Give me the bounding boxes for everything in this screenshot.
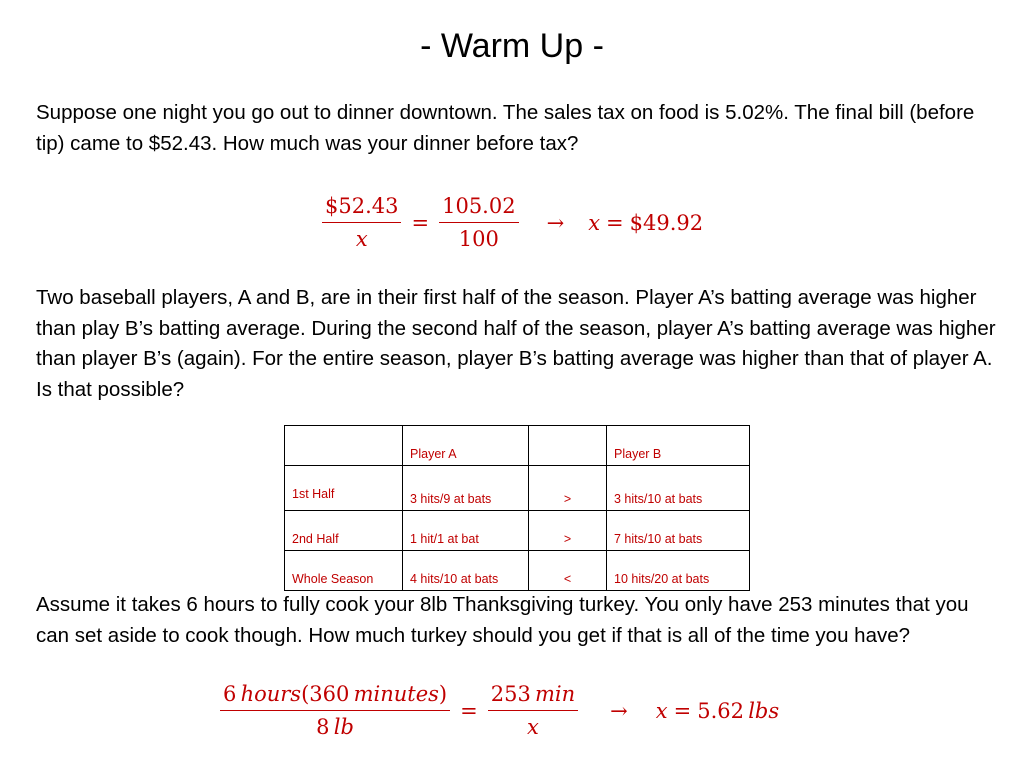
problem-3-equation (216, 681, 779, 740)
result-value: 5.62 (697, 698, 744, 723)
table-cell (285, 426, 403, 466)
fraction-rate (439, 193, 518, 252)
table-row (285, 511, 750, 551)
result-variable: x (588, 210, 601, 235)
table-row (285, 551, 750, 591)
fraction-minutes-over-x (488, 681, 578, 740)
fraction-denominator: 8 lb (316, 715, 354, 739)
table-cell: 3 hits/10 at bats (607, 466, 750, 511)
table-row (285, 466, 750, 511)
table-cell: 10 hits/20 at bats (607, 551, 750, 591)
equals-sign: = (606, 210, 624, 235)
fraction-numerator: 253 min (488, 681, 578, 711)
table-cell: Whole Season (285, 551, 403, 591)
equals-sign: = (411, 210, 430, 235)
equals-sign: = (460, 698, 478, 723)
table-cell: 7 hits/10 at bats (607, 511, 750, 551)
table-cell: 2nd Half (285, 511, 403, 551)
fraction-time-over-weight (220, 681, 450, 740)
table-cell: > (529, 466, 607, 511)
arrow-icon: → (610, 698, 628, 723)
table-cell: 1st Half (285, 466, 403, 511)
table-cell: < (529, 551, 607, 591)
fraction-denominator: 100 (458, 227, 499, 251)
equals-sign: = (673, 698, 692, 723)
slide-title: - Warm Up - (420, 27, 604, 65)
batting-table (284, 425, 750, 591)
fraction-numerator: 105.02 (439, 193, 518, 223)
problem-3-text: Assume it takes 6 hours to fully cook your 8lb Thanksgiving turkey. You only have 253 minutes that you can set aside to cook though. How much turkey should you get if that is all of the time you have? (36, 593, 969, 647)
result-value: $49.92 (629, 210, 704, 235)
table-cell: 4 hits/10 at bats (403, 551, 529, 591)
problem-1-text: Suppose one night you go out to dinner downtown. The sales tax on food is 5.02%. The final bill (before tip) came to $52.43. How much was your dinner before tax? (36, 101, 975, 155)
fraction-denominator: x (527, 715, 539, 739)
arrow-icon: → (546, 210, 565, 235)
table-cell: 3 hits/9 at bats (403, 466, 529, 511)
result-unit: lbs (748, 698, 780, 723)
table-cell: > (529, 511, 607, 551)
result-variable: x (655, 698, 668, 723)
fraction-denominator: x (355, 227, 368, 251)
fraction-numerator: $52.43 (322, 193, 401, 223)
problem-1-equation (318, 193, 703, 252)
table-cell: Player A (403, 426, 529, 466)
fraction-price-over-x (322, 193, 401, 252)
table-header-row (285, 426, 750, 466)
problem-2-text: Two baseball players, A and B, are in their first half of the season. Player A’s batting average was higher than play B’s batting average. During the second half of the season, player A’s batting average was higher than player B’s (again). For the entire season, player B’s batting average was higher than that of player A. Is that possible? (36, 286, 996, 401)
fraction-numerator: 6 hours(360 minutes) (220, 681, 450, 711)
table-cell (529, 426, 607, 466)
table-cell: 1 hit/1 at bat (403, 511, 529, 551)
table-cell: Player B (607, 426, 750, 466)
